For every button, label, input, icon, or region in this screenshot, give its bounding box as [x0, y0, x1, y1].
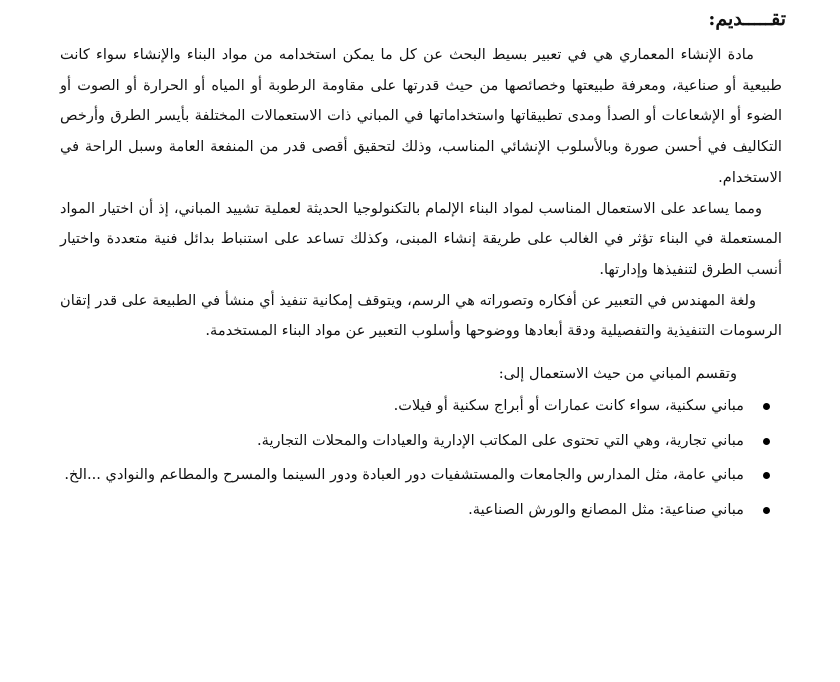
- section-heading: تقـــــديم:: [708, 8, 786, 30]
- list-item-text: مباني عامة، مثل المدارس والجامعات والمستشفيات دور العبادة ودور السينما والمسرح والمطاعم والنوادي ...الخ.: [64, 466, 744, 484]
- building-types-list: [60, 391, 782, 525]
- list-item-public: [60, 460, 744, 491]
- list-item-text: مباني تجارية، وهي التي تحتوى على المكاتب الإدارية والعيادات والمحلات التجارية.: [256, 431, 744, 449]
- bullet-icon: [763, 507, 770, 514]
- list-item-commercial: [60, 426, 744, 457]
- paragraph-intro-definition: مادة الإنشاء المعماري هي في تعبير بسيط البحث عن كل ما يمكن استخدامه من مواد البناء والإنشاء سواء كانت طبيعية أو صناعية، ومعرفة طبيعتها وخصائصها من حيث قدرتها على مقاومة الرطوبة أو المياه أو الحرارة أو الصوت أو الضوء أو الإشعاعات أو الصدأ ومدى تطبيقاتها واستخداماتها في المباني ذات الاستعمالات المختلفة بأيسر الطرق وأرخص التكاليف في أحسن صورة وبالأسلوب الإنشائي المناسب، وذلك لتحقيق أقصى قدر من المنفعة العامة وسبل الراحة في الاستخدام.: [60, 46, 782, 186]
- bullet-icon: [763, 472, 770, 479]
- list-item-text: مباني سكنية، سواء كانت عمارات أو أبراج سكنية أو فيلات.: [393, 397, 744, 415]
- bullet-icon: [763, 438, 770, 445]
- list-item-text: مباني صناعية: مثل المصانع والورش الصناعية.: [468, 500, 744, 518]
- list-item-residential: [60, 391, 744, 422]
- list-item-industrial: [60, 495, 744, 526]
- paragraph-engineer-language: ولغة المهندس في التعبير عن أفكاره وتصوراته هي الرسم، ويتوقف إمكانية تنفيذ أي منشأ في الطبيعة على قدر إتقان الرسومات التنفيذية والتفصيلية ودقة أبعادها ووضوحها وأسلوب التعبير عن مواد البناء المستخدمة.: [60, 291, 782, 340]
- list-intro: وتقسم المباني من حيث الاستعمال إلى:: [498, 365, 737, 383]
- bullet-icon: [763, 403, 770, 410]
- paragraph-technology: ومما يساعد على الاستعمال المناسب لمواد البناء الإلمام بالتكنولوجيا الحديثة لعملية تشييد المباني، إذ أن اختيار المواد المستعملة في البناء تؤثر في الغالب على طريقة إنشاء المبنى، وكذلك تساعد على استنباط بدائل فنية متعددة واختيار أنسب الطرق لتنفيذها وإدارتها.: [60, 199, 782, 278]
